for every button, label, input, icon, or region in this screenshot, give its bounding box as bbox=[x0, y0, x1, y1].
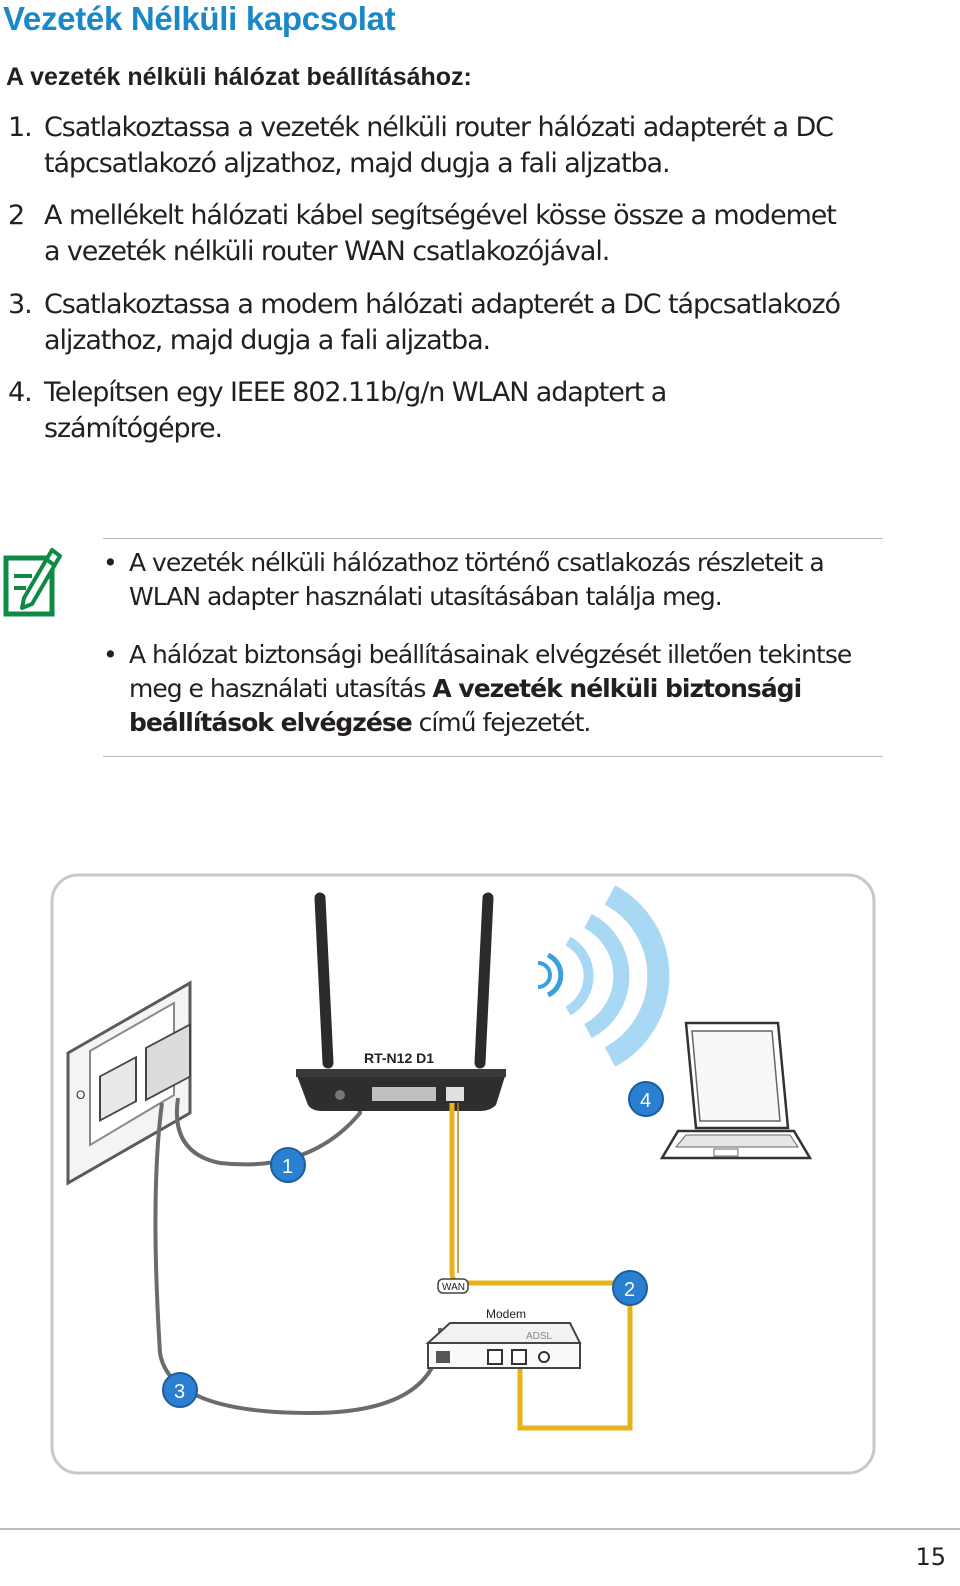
chapter-reference: A vezeték nélküli biztonsági bbox=[432, 674, 802, 703]
wan-label bbox=[438, 1279, 468, 1293]
step-badge-3 bbox=[163, 1373, 197, 1407]
chapter-reference-cont: beállítások elvégzése bbox=[129, 708, 412, 737]
svg-text:1: 1 bbox=[282, 1156, 294, 1178]
modem-brand: ADSL bbox=[526, 1331, 553, 1342]
step-text: Csatlakoztassa a vezeték nélküli router hálózati adapterét a DC tápcsatlakozó aljzathoz, majd dugja a fali aljzatba. bbox=[44, 112, 833, 179]
note-bottom-rule bbox=[103, 756, 883, 757]
step-number: 1. bbox=[8, 112, 32, 143]
step-text: Csatlakoztassa a modem hálózati adapterét a DC tápcsatlakozó aljzathoz, majd dugja a fali aljzatba. bbox=[44, 289, 840, 356]
step-text: A mellékelt hálózati kábel segítségével kösse össze a modemet a vezeték nélküli router WAN csatlakozójával. bbox=[44, 200, 836, 267]
note-text: A hálózat biztonsági beállításainak elvégzését illetően tekintse meg e használati utasítás A vezeték nélküli biztonsági beállítások elvégzése című fejezetét. bbox=[129, 640, 852, 737]
svg-text:3: 3 bbox=[174, 1381, 186, 1403]
page-title: Vezeték Nélküli kapcsolat bbox=[3, 0, 396, 37]
svg-text:4: 4 bbox=[640, 1090, 652, 1112]
step-badge-4 bbox=[629, 1082, 663, 1116]
svg-text:2: 2 bbox=[624, 1279, 636, 1301]
bullet-dot: • bbox=[103, 548, 117, 577]
svg-text:WAN: WAN bbox=[442, 1282, 465, 1293]
note-text: A vezeték nélküli hálózathoz történő csatlakozás részleteit a WLAN adapter használati utasításában találja meg. bbox=[129, 548, 824, 611]
bullet-dot: • bbox=[103, 640, 117, 669]
modem-label: Modem bbox=[486, 1307, 527, 1321]
step-number: 4. bbox=[8, 377, 32, 408]
router-model-label: RT-N12 D1 bbox=[364, 1050, 435, 1066]
page-number: 15 bbox=[915, 1543, 946, 1571]
note-top-rule bbox=[103, 538, 883, 539]
section-subtitle: A vezeték nélküli hálózat beállításához: bbox=[6, 63, 472, 91]
connection-diagram bbox=[50, 873, 876, 1475]
step-badge-2 bbox=[613, 1271, 647, 1305]
footer-rule bbox=[0, 1528, 960, 1530]
step-number: 3. bbox=[8, 289, 32, 320]
note-icon bbox=[2, 546, 62, 618]
step-number: 2 bbox=[8, 200, 25, 231]
step-text: Telepítsen egy IEEE 802.11b/g/n WLAN adaptert a számítógépre. bbox=[44, 377, 667, 444]
step-badge-1 bbox=[271, 1148, 305, 1182]
outlet-mark: O bbox=[76, 1088, 86, 1102]
